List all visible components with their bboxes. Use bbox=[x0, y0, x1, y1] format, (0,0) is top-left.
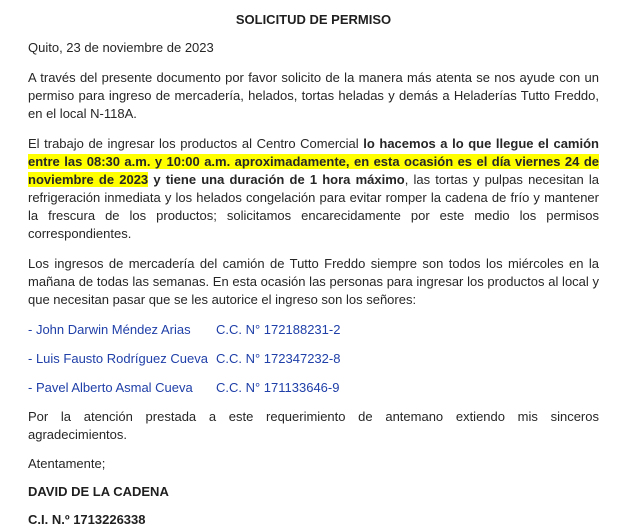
person-name: - Luis Fausto Rodríguez Cueva bbox=[28, 351, 208, 366]
schedule-intro: El trabajo de ingresar los productos al Centro Comercial bbox=[28, 136, 364, 151]
person-item bbox=[28, 379, 599, 397]
person-id: C.C. N° 172347232-8 bbox=[216, 351, 341, 366]
document-title: SOLICITUD DE PERMISO bbox=[235, 12, 392, 27]
schedule-highlight-date: entre las 08:30 a.m. y 10:00 a.m. aproximadamente, en esta ocasión es el día viernes 24 de noviembre de 2023 bbox=[28, 154, 599, 187]
person-name: - John Darwin Méndez Arias bbox=[28, 322, 191, 337]
signer-name: DAVID DE LA CADENA bbox=[28, 484, 169, 499]
person-id: C.C. N° 172188231-2 bbox=[216, 322, 341, 337]
paragraph-schedule bbox=[28, 135, 599, 243]
signer-id: C.I. N.º 1713226338 bbox=[28, 512, 146, 527]
paragraph-thanks: Por la atención prestada a este requerimiento de antemano extiendo mis sinceros agradecimientos. bbox=[28, 409, 599, 442]
paragraph-request: A través del presente documento por favor solicito de la manera más atenta se nos ayude con un permiso para ingreso de mercadería, helados, tortas heladas y demás a Heladerías Tutto Freddo, en el local N-118A. bbox=[28, 70, 599, 121]
schedule-rest: , las tortas y pulpas necesitan la refrigeración inmediata y los helados congelación para evitar romper la cadena de frío y mantener la frescura de los productos; solicitamos encarecidamente por este medio los permisos correspondientes. bbox=[28, 172, 599, 241]
person-id: C.C. N° 171133646-9 bbox=[216, 380, 340, 395]
schedule-bold-truck: lo hacemos a lo que llegue el camión bbox=[363, 136, 599, 151]
document-date: Quito, 23 de noviembre de 2023 bbox=[28, 40, 214, 55]
closing-salutation: Atentamente; bbox=[28, 456, 106, 471]
paragraph-people-intro: Los ingresos de mercadería del camión de Tutto Freddo siempre son todos los miércoles en la mañana de todas las semanas. En esta ocasión las personas para ingresar los productos al local y que necesitan pasar que se les autorice el ingreso son los señores: bbox=[28, 256, 599, 307]
person-name: - Pavel Alberto Asmal Cueva bbox=[28, 380, 193, 395]
person-item bbox=[28, 350, 599, 368]
person-item bbox=[28, 321, 599, 339]
schedule-bold-duration: y tiene una duración de 1 hora máximo bbox=[148, 172, 405, 187]
